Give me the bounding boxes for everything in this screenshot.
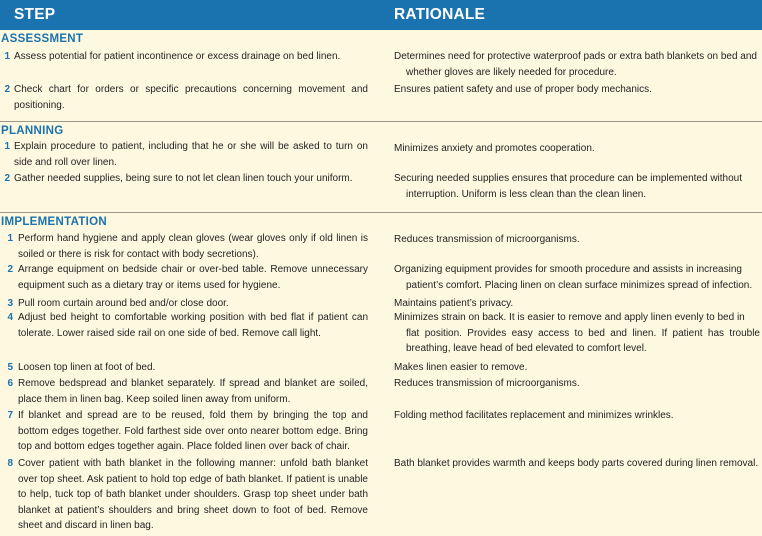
step-number: 1 [7,233,13,244]
rationale-continuation: whether gloves are likely needed for procedure. [406,66,617,78]
section-title: IMPLEMENTATION [1,216,107,228]
rationale-continuation: flat position. Provides easy access to bed and linen. If patient has trouble breathing, leave head of bed elevated to comfort level. [406,327,760,354]
step-text: Gather needed supplies, being sure to not let clean linen touch your uniform. [14,173,353,184]
step-text: Adjust bed height to comfortable working position with bed flat if patient can tolerate. Lower raised side rail on one side of bed. Remove call light. [18,312,368,339]
step-number: 6 [7,378,13,389]
rationale-text [394,141,760,157]
step-number: 2 [4,84,10,95]
rationale-continuation: interruption. Uniform is less clean than the clean linen. [406,188,647,200]
table-row [0,82,762,113]
step-text: Pull room curtain around bed and/or close door. [18,298,229,309]
rationale-text [394,232,760,248]
step-number: 1 [4,141,10,152]
step-text: Explain procedure to patient, including that he or she will be asked to turn on side and roll over linen. [14,141,368,168]
section-title: PLANNING [1,125,64,137]
rationale-text [394,360,760,376]
rationale-line: Organizing equipment provides for smooth procedure and assists in increasing [394,264,742,275]
table-row [0,262,762,296]
procedure-table [0,30,762,536]
step-number: 1 [4,51,10,62]
table-row [0,360,762,376]
rationale-line: Folding method facilitates replacement and minimizes wrinkles. [394,410,674,421]
implementation-section [0,213,762,536]
rationale-line: Determines need for protective waterproof pads or extra bath blankets on bed and [394,51,757,62]
step-number: 4 [7,312,13,323]
step-text: Remove bedspread and blanket separately. If spread and blanket are soiled, place them in linen bag. Keep soiled linen away from uniform. [18,378,368,405]
planning-section [0,122,762,213]
rationale-line: Ensures patient safety and use of proper body mechanics. [394,84,652,95]
rationale-text [394,376,760,392]
table-row [0,456,762,536]
table-row [0,376,762,408]
rationale-line: Minimizes anxiety and promotes cooperation. [394,143,595,154]
step-column-header: STEP [14,6,56,23]
rationale-text [394,82,760,98]
step-number: 2 [7,264,13,275]
rationale-line: Maintains patient’s privacy. [394,298,514,309]
step-number: 2 [4,173,10,184]
step-text: Assess potential for patient incontinence or excess drainage on bed linen. [14,51,341,62]
rationale-line: Reduces transmission of microorganisms. [394,234,580,245]
table-row [0,139,762,171]
step-text: Perform hand hygiene and apply clean gloves (wear gloves only if old linen is soiled or there is risk for contact with body secretions). [18,233,368,260]
table-row [0,49,762,81]
table-row [0,231,762,262]
rationale-text [394,310,760,357]
rationale-text [394,408,760,424]
table-header [0,0,762,30]
assessment-section [0,30,762,122]
table-row [0,310,762,358]
rationale-text [394,262,760,293]
rationale-line: Securing needed supplies ensures that procedure can be implemented without [394,173,742,184]
rationale-line: Reduces transmission of microorganisms. [394,378,580,389]
step-number: 7 [7,410,13,421]
table-row [0,296,762,310]
step-number: 5 [7,362,13,373]
rationale-continuation: patient’s comfort. Placing linen on clean surface minimizes spread of infection. [406,279,753,291]
rationale-line: Minimizes strain on back. It is easier to remove and apply linen evenly to bed in [394,312,745,323]
step-text: If blanket and spread are to be reused, fold them by bringing the top and bottom edges together. Fold farthest side over onto nearer bottom edge. Bring top and bottom edges together again. Place folded linen over back of chair. [18,410,368,452]
step-text: Arrange equipment on bedside chair or over-bed table. Remove unnecessary equipment such as a dietary tray or items used for hygiene. [18,264,368,291]
step-text: Loosen top linen at foot of bed. [18,362,156,373]
rationale-line: Makes linen easier to remove. [394,362,528,373]
table-row [0,408,762,456]
step-number: 3 [7,298,13,309]
section-title: ASSESSMENT [1,33,84,45]
step-text: Check chart for orders or specific precautions concerning movement and positioning. [14,84,368,111]
step-text: Cover patient with bath blanket in the following manner: unfold bath blanket over top sheet. Ask patient to hold top edge of bath blanket. If patient is unable to help, tuck top of bath blanket under shoulders. Grasp top sheet under bath blanket at patient’s shoulders and bring sheet down to foot of bed. Remove sheet and discard in linen bag. [18,458,368,531]
rationale-text [394,456,760,472]
rationale-text [394,171,760,202]
rationale-text [394,49,760,80]
table-row [0,171,762,203]
rationale-column-header: RATIONALE [394,6,486,23]
rationale-line: Bath blanket provides warmth and keeps body parts covered during linen removal. [394,458,759,469]
step-number: 8 [7,458,13,469]
